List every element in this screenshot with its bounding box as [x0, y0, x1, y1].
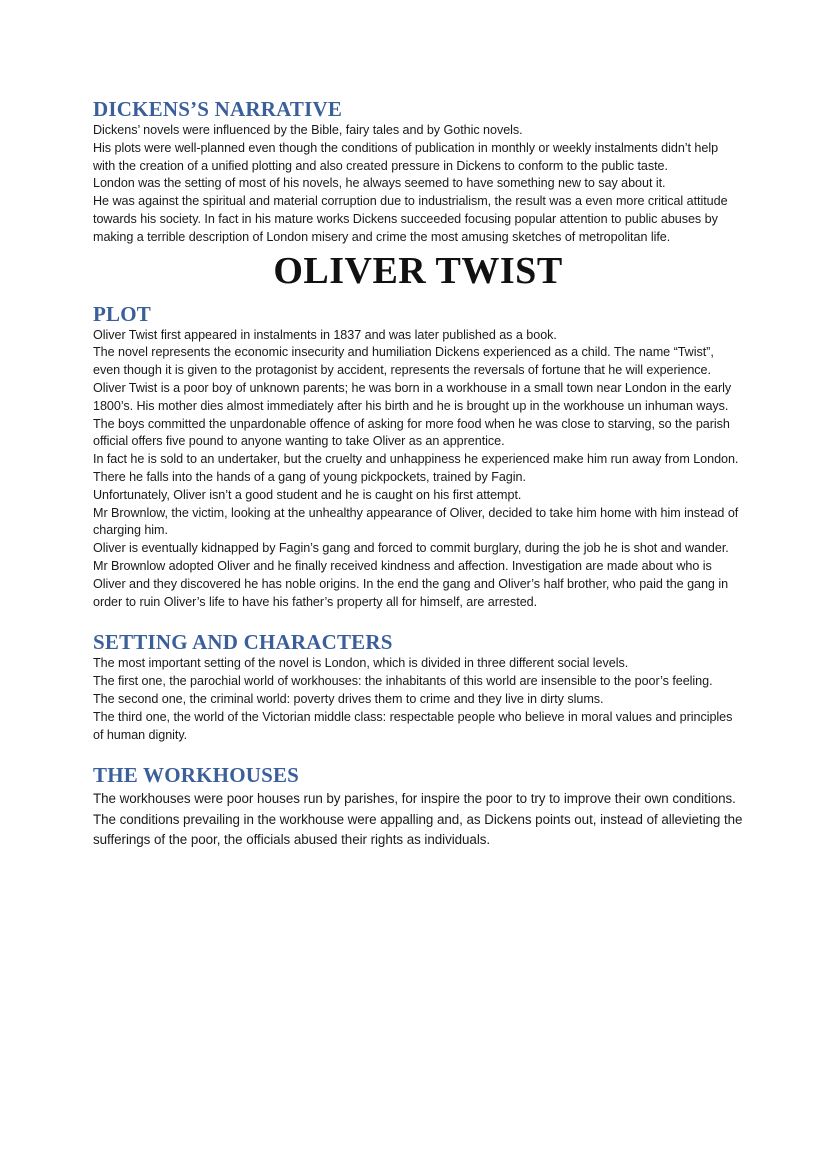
setting-paragraph-3: The second one, the criminal world: poverty drives them to crime and they live in dirty slums.: [93, 691, 604, 706]
setting-paragraph-1: The most important setting of the novel is London, which is divided in three different social levels.: [93, 656, 629, 671]
section-plot: [93, 301, 743, 612]
setting-paragraph-2: The first one, the parochial world of workhouses: the inhabitants of this world are insensible to the poor’s feeling.: [93, 674, 713, 689]
section-workhouses: [93, 762, 743, 851]
plot-paragraph-10: Mr Brownlow adopted Oliver and he finally received kindness and affection. Investigation are made about who is Oliver and they discovered he has noble origins. In the end the gang and Oliver’s half brother, who paid the gang in order to ruin Oliver’s life to have his father’s property all for himself, are arrested.: [93, 558, 729, 609]
plot-paragraph-8: Mr Brownlow, the victim, looking at the unhealthy appearance of Oliver, decided to take him home with him instead of charging him.: [93, 505, 739, 538]
plot-paragraph-2: The novel represents the economic insecurity and humiliation Dickens experienced as a child. The name “Twist”, even though it is given to the protagonist by accident, represents the reversals of fortune that he will experience.: [93, 345, 714, 378]
section-heading-workhouses: THE WORKHOUSES: [93, 763, 300, 788]
plot-paragraph-9: Oliver is eventually kidnapped by Fagin’s gang and forced to commit burglary, during the job he is shot and wander.: [93, 541, 729, 556]
section-setting-and-characters: [93, 629, 743, 744]
plot-paragraph-5: In fact he is sold to an undertaker, but the cruelty and unhappiness he experienced make him run away from London.: [93, 452, 739, 467]
plot-paragraph-4: The boys committed the unpardonable offence of asking for more food when he was close to starving, so the parish official offers five pound to anyone wanting to take Oliver as an apprentice.: [93, 416, 730, 449]
plot-paragraph-7: Unfortunately, Oliver isn’t a good student and he is caught on his first attempt.: [93, 487, 522, 502]
narrative-paragraph-2: His plots were well-planned even though the conditions of publication in monthly or weekly instalments didn’t help with the creation of a unified plotting and also created pressure in Dickens to conform to the public taste.: [93, 140, 719, 173]
page-title: OLIVER TWIST: [273, 249, 563, 292]
document-page: [93, 96, 743, 851]
plot-paragraph-1: Oliver Twist first appeared in instalments in 1837 and was later published as a book.: [93, 327, 557, 342]
section-heading-plot: PLOT: [93, 301, 151, 326]
narrative-paragraph-3: London was the setting of most of his novels, he always seemed to have something new to say about it.: [93, 176, 666, 191]
plot-paragraph-6: There he falls into the hands of a gang of young pickpockets, trained by Fagin.: [93, 469, 526, 484]
setting-paragraph-4: The third one, the world of the Victorian middle class: respectable people who believe in moral values and principles of human dignity.: [93, 709, 733, 742]
narrative-paragraph-1: Dickens’ novels were influenced by the Bible, fairy tales and by Gothic novels.: [93, 123, 523, 137]
workhouses-paragraph-1: The workhouses were poor houses run by parishes, for inspire the poor to try to improve their own conditions. The conditions prevailing in the workhouse were appalling and, as Dickens points out, instead of allevieting the sufferings of the poor, the officials abused their rights as individuals.: [93, 791, 743, 848]
section-dickens-narrative: [93, 96, 743, 247]
section-heading-narrative: DICKENS’S NARRATIVE: [93, 97, 343, 121]
narrative-paragraph-4: He was against the spiritual and material corruption due to industrialism, the result was a even more critical attitude towards his society. In fact in his mature works Dickens succeeded focusing popular attention to public abuses by making a terrible description of London misery and crime the most amusing sketches of metropolitan life.: [93, 194, 728, 244]
plot-paragraph-3: Oliver Twist is a poor boy of unknown parents; he was born in a workhouse in a small town near London in the early 1800’s. His mother dies almost immediately after his birth and he is brought up in the workhouse un inhuman ways.: [93, 380, 732, 413]
section-heading-setting: SETTING AND CHARACTERS: [93, 630, 393, 655]
